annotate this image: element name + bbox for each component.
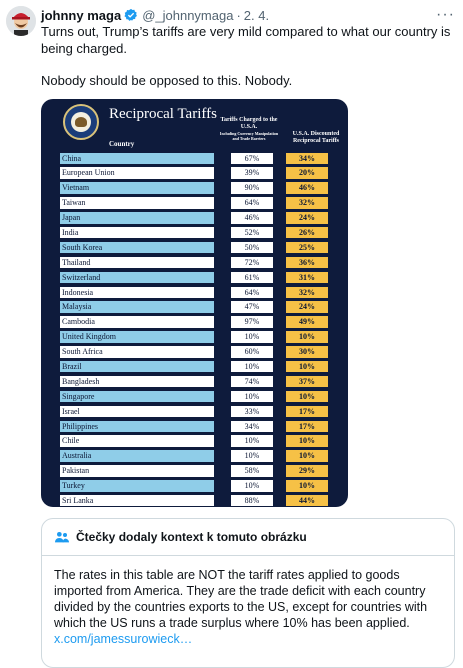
header-separator: · — [236, 7, 241, 23]
presidential-seal-icon — [63, 104, 99, 140]
cell-country: Switzerland — [60, 272, 214, 284]
cell-discounted: 29% — [286, 465, 328, 477]
cell-charged: 10% — [231, 450, 273, 462]
cell-charged: 47% — [231, 301, 273, 313]
cell-country: Chile — [60, 435, 214, 447]
cell-charged: 10% — [231, 435, 273, 447]
table-row — [41, 493, 348, 507]
verified-badge-icon[interactable] — [124, 8, 138, 22]
people-icon — [54, 529, 70, 545]
cell-country: Philippines — [60, 421, 214, 433]
cell-discounted: 24% — [286, 212, 328, 224]
cell-charged: 67% — [231, 153, 273, 165]
cell-country: Singapore — [60, 391, 214, 403]
cell-country: Vietnam — [60, 182, 214, 194]
cell-country: Bangladesh — [60, 376, 214, 388]
table-row — [41, 315, 348, 330]
community-note-source-link[interactable]: x.com/jamessurowieck… — [54, 632, 193, 646]
cell-discounted: 24% — [286, 301, 328, 313]
cell-charged: 88% — [231, 495, 273, 507]
cell-charged: 50% — [231, 242, 273, 254]
table-row — [41, 255, 348, 270]
table-row — [41, 464, 348, 479]
table-row — [41, 419, 348, 434]
table-row — [41, 270, 348, 285]
cell-charged: 46% — [231, 212, 273, 224]
author-name[interactable]: johnny maga — [41, 7, 122, 23]
table-row — [41, 359, 348, 374]
cell-charged: 60% — [231, 346, 273, 358]
cell-discounted: 20% — [286, 167, 328, 179]
table-row — [41, 434, 348, 449]
cell-country: Malaysia — [60, 301, 214, 313]
cell-country: South Korea — [60, 242, 214, 254]
table-row — [41, 181, 348, 196]
tweet-text — [41, 24, 453, 90]
table-row — [41, 211, 348, 226]
table-row — [41, 449, 348, 464]
avatar[interactable] — [6, 6, 36, 36]
cell-charged: 64% — [231, 287, 273, 299]
cell-charged: 52% — [231, 227, 273, 239]
table-row — [41, 345, 348, 360]
author-handle[interactable]: @_johnnymaga — [142, 7, 234, 23]
cell-charged: 74% — [231, 376, 273, 388]
community-note-body — [42, 556, 454, 647]
table-row — [41, 404, 348, 419]
cell-discounted: 32% — [286, 287, 328, 299]
cell-country: Japan — [60, 212, 214, 224]
table-row — [41, 166, 348, 181]
table-row — [41, 240, 348, 255]
table-row — [41, 300, 348, 315]
table-row — [41, 151, 348, 166]
tweet-text-line-1: Turns out, Trump’s tariffs are very mild compared to what our country is being charged. — [41, 24, 451, 56]
cell-discounted: 37% — [286, 376, 328, 388]
cell-country: Indonesia — [60, 287, 214, 299]
table-row — [41, 389, 348, 404]
cell-discounted: 26% — [286, 227, 328, 239]
table-row — [41, 225, 348, 240]
cell-discounted: 10% — [286, 331, 328, 343]
more-options-icon[interactable]: ··· — [436, 6, 455, 23]
table-row — [41, 285, 348, 300]
cell-discounted: 10% — [286, 450, 328, 462]
cell-charged: 34% — [231, 421, 273, 433]
column-header-tariffs-charged-label: Tariffs Charged to the U.S.A. — [220, 117, 278, 130]
cell-discounted: 49% — [286, 316, 328, 328]
cell-charged: 39% — [231, 167, 273, 179]
cell-charged: 10% — [231, 331, 273, 343]
cell-country: Brazil — [60, 361, 214, 373]
tweet-header — [41, 6, 455, 24]
cell-discounted: 17% — [286, 421, 328, 433]
cell-discounted: 36% — [286, 257, 328, 269]
community-note-header — [42, 519, 454, 555]
cell-country: Thailand — [60, 257, 214, 269]
cell-discounted: 10% — [286, 391, 328, 403]
cell-discounted: 10% — [286, 480, 328, 492]
cell-charged: 10% — [231, 361, 273, 373]
column-header-discounted-tariffs: U.S.A. Discounted Reciprocal Tariffs — [292, 131, 340, 144]
column-header-country: Country — [109, 140, 135, 148]
cell-discounted: 10% — [286, 435, 328, 447]
cell-discounted: 10% — [286, 361, 328, 373]
table-row — [41, 330, 348, 345]
community-note-text: The rates in this table are NOT the tariff rates applied to goods imported from America. They are the trade deficit with each country divided by the countries exports to the US, except for countries with which the US runs a trade surplus where 10% has been applied. — [54, 568, 428, 630]
media-title: Reciprocal Tariffs — [109, 106, 217, 122]
table-row — [41, 196, 348, 211]
cell-country: Sri Lanka — [60, 495, 214, 507]
cell-charged: 64% — [231, 197, 273, 209]
cell-country: United Kingdom — [60, 331, 214, 343]
cell-discounted: 25% — [286, 242, 328, 254]
cell-country: European Union — [60, 167, 214, 179]
cell-charged: 33% — [231, 406, 273, 418]
cell-country: India — [60, 227, 214, 239]
cell-discounted: 30% — [286, 346, 328, 358]
cell-country: Australia — [60, 450, 214, 462]
cell-country: Cambodia — [60, 316, 214, 328]
cell-charged: 97% — [231, 316, 273, 328]
column-header-tariffs-charged — [217, 117, 281, 141]
tweet-text-line-2: Nobody should be opposed to this. Nobody. — [41, 73, 293, 88]
cell-charged: 61% — [231, 272, 273, 284]
table-row — [41, 479, 348, 494]
cell-discounted: 32% — [286, 197, 328, 209]
cell-discounted: 17% — [286, 406, 328, 418]
community-note-title: Čtečky dodaly kontext k tomuto obrázku — [76, 530, 307, 544]
tariff-table — [41, 151, 348, 507]
cell-charged: 72% — [231, 257, 273, 269]
cell-country: China — [60, 153, 214, 165]
cell-discounted: 46% — [286, 182, 328, 194]
cell-discounted: 31% — [286, 272, 328, 284]
cell-charged: 90% — [231, 182, 273, 194]
tweet-date[interactable]: 2. 4. — [243, 7, 270, 23]
cell-country: South Africa — [60, 346, 214, 358]
cell-discounted: 44% — [286, 495, 328, 507]
community-note[interactable] — [41, 518, 455, 668]
avatar-image — [6, 6, 36, 36]
cell-charged: 10% — [231, 391, 273, 403]
cell-country: Pakistan — [60, 465, 214, 477]
cell-country: Israel — [60, 406, 214, 418]
tweet-media-image[interactable] — [41, 99, 348, 507]
cell-charged: 10% — [231, 480, 273, 492]
column-header-tariffs-charged-note: Including Currency Manipulation and Trade Barriers — [219, 131, 279, 141]
cell-country: Taiwan — [60, 197, 214, 209]
table-row — [41, 374, 348, 389]
cell-country: Turkey — [60, 480, 214, 492]
cell-charged: 58% — [231, 465, 273, 477]
cell-discounted: 34% — [286, 153, 328, 165]
